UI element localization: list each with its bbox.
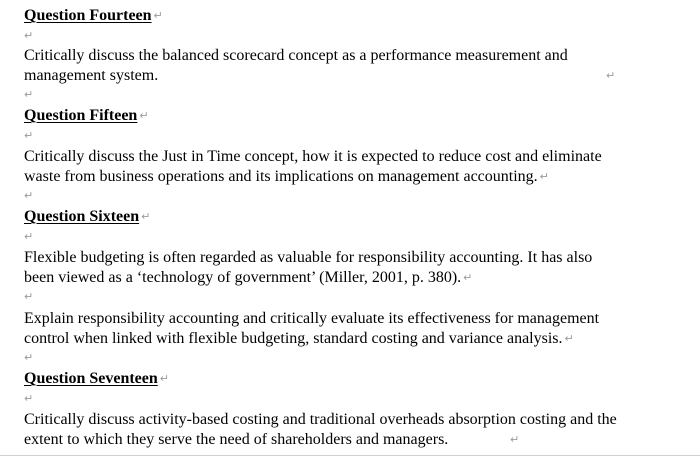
heading-question-sixteen: Question Sixteen ↵ (24, 208, 151, 225)
paragraph-mark-icon: ↵ (159, 372, 169, 385)
paragraph-mark-icon: ↵ (24, 351, 34, 364)
heading-question-fifteen: Question Fifteen ↵ (24, 107, 149, 124)
question-seventeen-text-line-2: extent to which they serve the need of shareholders and managers. (24, 431, 449, 448)
question-sixteen-text-line-4: control when linked with flexible budgeting, standard costing and variance analysis. ↵ (24, 330, 574, 347)
heading-question-seventeen: Question Seventeen ↵ (24, 370, 169, 387)
paragraph-mark-icon: ↵ (24, 230, 34, 243)
paragraph-mark-icon: ↵ (510, 433, 520, 446)
paragraph-mark-icon: ↵ (24, 392, 34, 405)
paragraph-mark-icon: ↵ (24, 29, 34, 42)
paragraph-mark-icon: ↵ (153, 9, 163, 22)
question-sixteen-text-line-2: been viewed as a ‘technology of government’ (Miller, 2001, p. 380). ↵ (24, 269, 473, 286)
question-seventeen-text-line-1: Critically discuss activity-based costing and traditional overheads absorption costing and the (24, 411, 617, 428)
paragraph-mark-icon: ↵ (606, 69, 616, 82)
paragraph-mark-icon: ↵ (141, 210, 151, 223)
question-fifteen-text-line-2: waste from business operations and its implications on management accounting. ↵ (24, 168, 549, 185)
paragraph-mark-icon: ↵ (24, 189, 34, 202)
question-sixteen-text-line-1: Flexible budgeting is often regarded as valuable for responsibility accounting. It has also (24, 249, 593, 266)
paragraph-mark-icon: ↵ (24, 88, 34, 101)
paragraph-mark-icon: ↵ (539, 170, 549, 183)
paragraph-mark-icon: ↵ (564, 332, 574, 345)
question-fifteen-text-line-1: Critically discuss the Just in Time concept, how it is expected to reduce cost and eliminate (24, 148, 602, 165)
paragraph-mark-icon: ↵ (24, 290, 34, 303)
page-bottom-divider (0, 455, 700, 456)
question-fourteen-text-line-2: management system. (24, 67, 159, 84)
paragraph-mark-icon: ↵ (463, 271, 473, 284)
paragraph-mark-icon: ↵ (24, 129, 34, 142)
heading-question-fourteen: Question Fourteen ↵ (24, 7, 163, 24)
question-sixteen-text-line-3: Explain responsibility accounting and critically evaluate its effectiveness for management (24, 310, 600, 327)
paragraph-mark-icon: ↵ (139, 109, 149, 122)
question-fourteen-text-line-1: Critically discuss the balanced scorecard concept as a performance measurement and (24, 47, 568, 64)
